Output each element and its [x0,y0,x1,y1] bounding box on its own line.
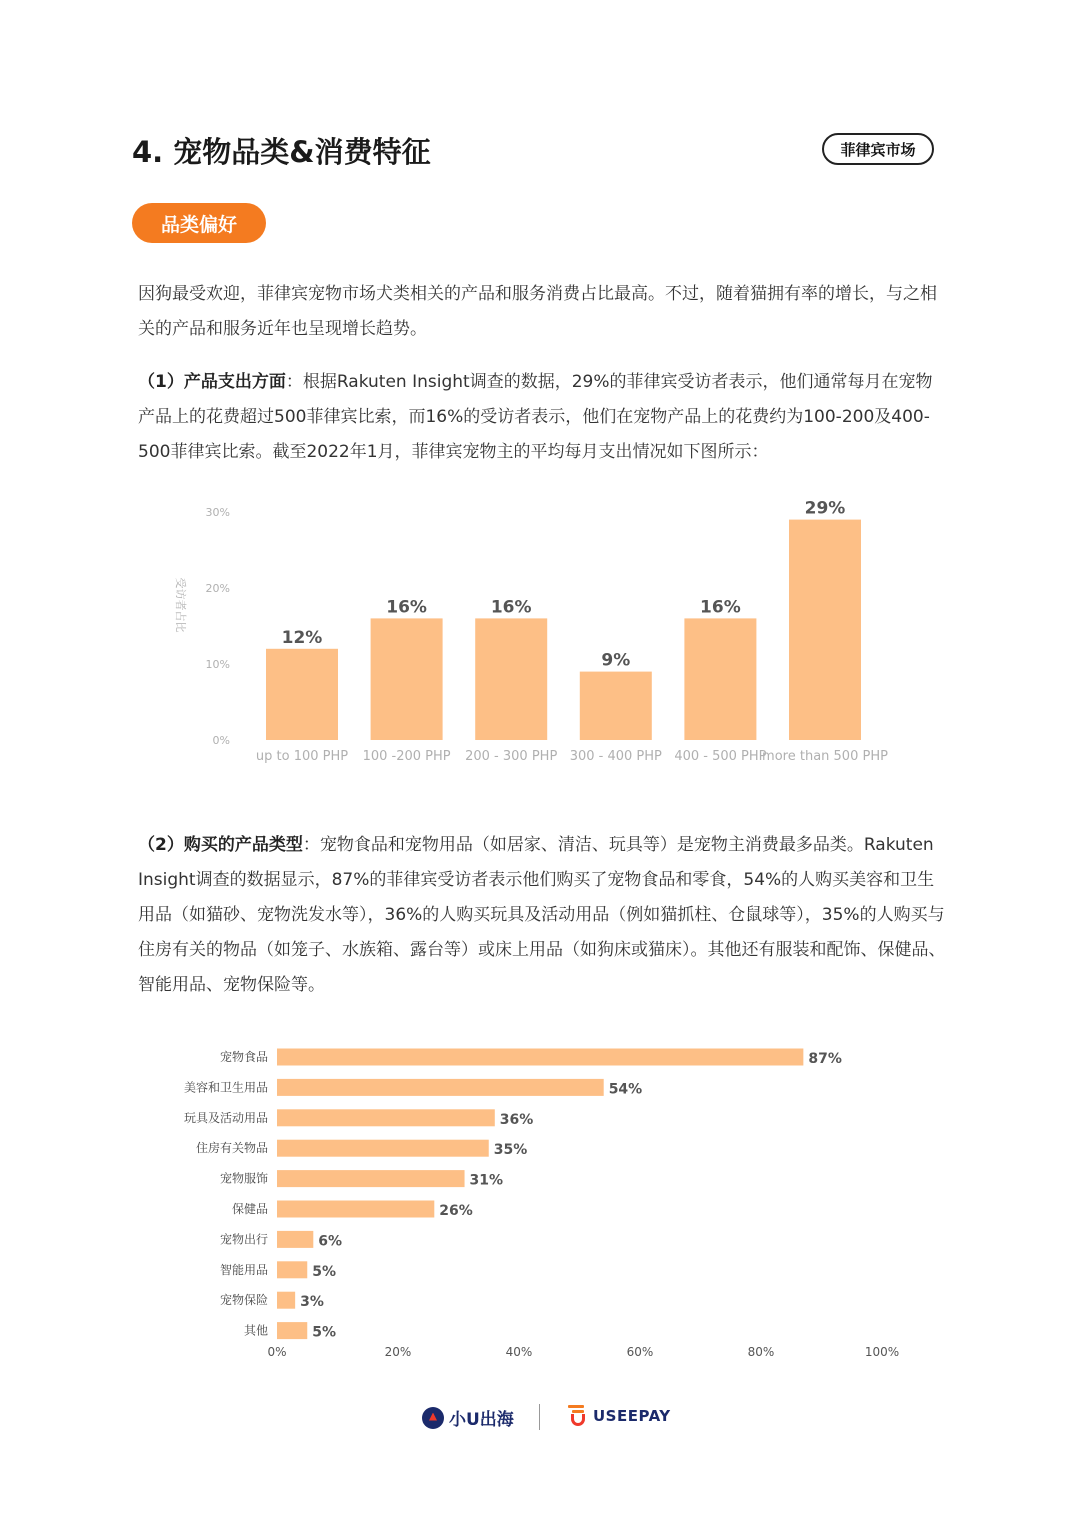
bar-value-label: 36% [499,1111,534,1128]
bar-value-label: 12% [281,627,323,648]
product-type-body: ：宠物食品和宠物用品（如居家、清洁、玩具等）是宠物主消费最多品类。Rakuten Insight调查的数据显示，87%的菲律宾受访者表示他们购买了宠物食品和零食，54%的人购买美容和卫生用品（如猫砂、宠物洗发水等），36%的人购买玩具及活动用品（例如猫抓柱、仓鼠球等），35%的人购买与住房有关的物品（如笼子、水族箱、露台等）或床上用品（如狗床或猫床）。其他还有服装和配饰、保健品、智能用品、宠物保险等。 [138,835,946,995]
category-label: 宠物食品 [219,1050,268,1064]
x-tick-label: more than 500 PHP [762,749,888,764]
x-tick-label: 100% [864,1345,900,1359]
category-label: 宠物服饰 [219,1171,268,1186]
bar-value-label: 16% [700,597,741,618]
bar [580,672,652,740]
bar-value-label: 3% [300,1294,324,1311]
bar [277,1049,803,1066]
page-title: 4. 宠物品类&消费特征 [132,135,431,169]
useepay-logo-icon [568,1405,588,1427]
bar-value-label: 9% [601,650,631,671]
product-type-lead: （2）购买的产品类型 [138,835,303,855]
bar-value-label: 31% [469,1172,504,1189]
bar [277,1261,307,1278]
x-tick-label: 80% [747,1345,775,1359]
x-tick-label: 0% [267,1345,287,1359]
bar-value-label: 16% [490,597,532,618]
bar-value-label: 5% [312,1324,337,1341]
y-tick-label: 30% [205,506,230,519]
x-tick-label: 100 -200 PHP [362,749,451,764]
spending-body: ：根据Rakuten Insight调查的数据，29%的菲律宾受访者表示，他们通常每月在宠物产品上的花费超过500菲律宾比索，而16%的受访者表示，他们在宠物产品上的花费约为100-200及400-500菲律宾比索。截至2022年1月，菲律宾宠物主的平均每月支出情况如下图所示： [138,372,933,462]
category-label: 美容和卫生用品 [183,1080,268,1095]
bar [277,1109,495,1126]
x-tick-label: up to 100 PHP [255,749,349,764]
bar-value-label: 16% [386,597,427,618]
spending-lead: （1）产品支出方面 [138,372,286,392]
x-tick-label: 400 - 500 PHP [674,749,767,764]
bar [277,1231,313,1248]
bar [277,1292,295,1309]
bar [277,1079,604,1096]
x-tick-label: 20% [384,1345,412,1359]
bar [277,1170,465,1187]
y-tick-label: 10% [205,658,230,671]
category-label: 住房有关物品 [195,1141,268,1156]
bar-value-label: 87% [808,1051,842,1067]
category-label: 保健品 [231,1202,268,1216]
section-tag: 品类偏好 [132,203,266,243]
intro-paragraph: 因狗最受欢迎，菲律宾宠物市场犬类相关的产品和服务消费占比最高。不过，随着猫拥有率的增长，与之相关的产品和服务近年也呈现增长趋势。 [138,284,937,339]
bar [277,1201,434,1218]
bar [277,1140,489,1157]
xiaou-logo [422,1405,514,1430]
x-tick-label: 300 - 400 PHP [569,749,662,764]
bar [277,1322,307,1339]
category-label: 智能用品 [219,1262,268,1277]
category-label: 玩具及活动用品 [183,1110,268,1125]
x-tick-label: 40% [505,1345,533,1359]
bar [684,618,756,740]
x-tick-label: 60% [626,1345,654,1359]
bar [789,520,861,740]
bar-value-label: 35% [493,1142,528,1159]
bar-value-label: 5% [312,1263,337,1280]
bar-value-label: 26% [439,1203,473,1219]
bar [475,618,547,740]
product-types-bar-chart [160,1035,920,1365]
useepay-logo [568,1405,671,1427]
category-label: 宠物保险 [219,1293,268,1308]
y-tick-label: 0% [212,734,230,747]
xiaou-logo-icon [422,1407,444,1429]
category-label: 宠物出行 [219,1232,268,1247]
product-type-paragraph [138,828,946,1003]
footer-divider [539,1404,540,1430]
y-axis-label: 受访者占比 [174,577,187,633]
category-label: 其他 [243,1323,268,1338]
bar [371,618,443,740]
bar-value-label: 54% [608,1081,643,1098]
xiaou-logo-text: 小U出海 [449,1410,514,1430]
monthly-spending-bar-chart [160,495,920,780]
spending-paragraph [138,365,946,470]
bar-value-label: 6% [318,1233,343,1250]
y-tick-label: 20% [205,582,230,595]
footer [0,1400,1080,1436]
market-badge: 菲律宾市场 [822,133,934,165]
bar-value-label: 29% [804,498,846,519]
bar [266,649,338,740]
x-tick-label: 200 - 300 PHP [465,749,558,764]
useepay-logo-text: USEEPAY [593,1407,671,1425]
